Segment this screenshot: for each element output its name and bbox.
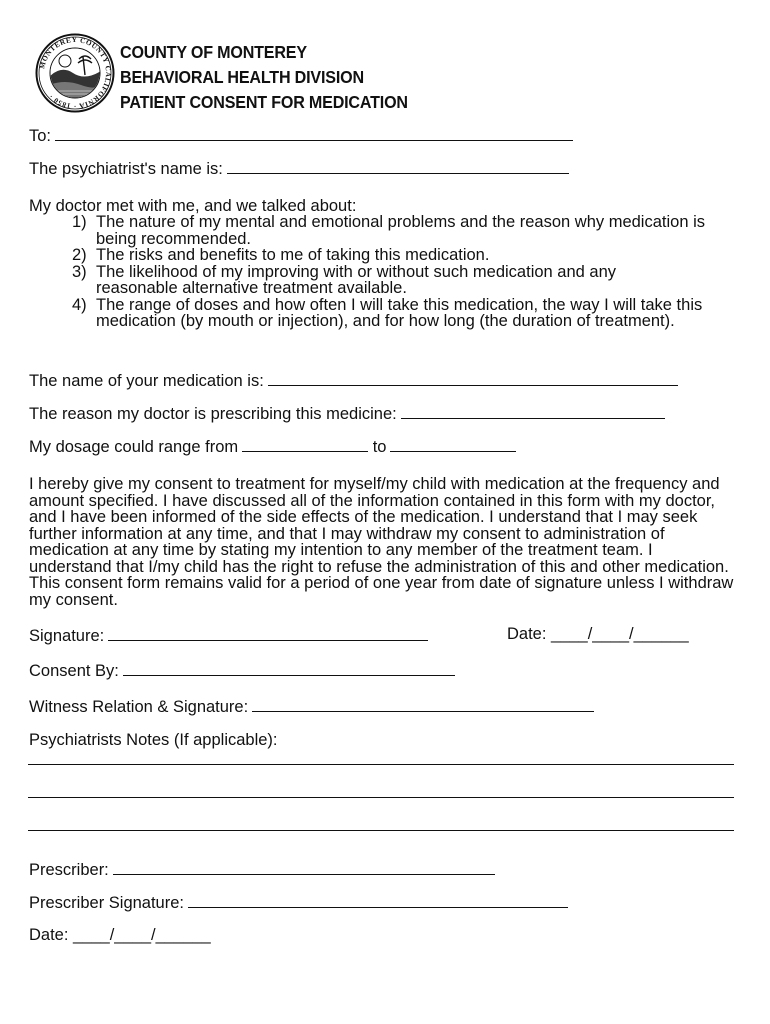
- header-form-title: PATIENT CONSENT FOR MEDICATION: [120, 92, 408, 112]
- witness-field[interactable]: [252, 697, 594, 712]
- discussed-intro: My doctor met with me, and we talked about:: [29, 197, 357, 215]
- prescriber-date-field[interactable]: Date: ____/____/______: [29, 926, 211, 944]
- psychiatrist-row: [29, 159, 569, 178]
- psychiatrist-label: The psychiatrist's name is:: [29, 160, 223, 178]
- consent-by-label: Consent By:: [29, 662, 119, 680]
- consent-by-field[interactable]: [123, 661, 455, 676]
- prescriber-row: [29, 860, 495, 879]
- county-seal-logo: [35, 33, 115, 113]
- signature-row: [29, 626, 428, 645]
- discussed-list: [72, 214, 736, 330]
- reason-field[interactable]: [401, 404, 665, 419]
- header-division: BEHAVIORAL HEALTH DIVISION: [120, 67, 364, 87]
- reason-label: The reason my doctor is prescribing this medicine:: [29, 405, 397, 423]
- to-label: To:: [29, 127, 52, 145]
- prescriber-field[interactable]: [113, 860, 495, 875]
- dosage-row: [29, 437, 516, 456]
- reason-row: [29, 404, 665, 423]
- consent-paragraph: I hereby give my consent to treatment for myself/my child with medication at the frequency and amount specified. I have discussed all of the information contained in this form with my doctor, and I have been informed of the side effects of the medication. I understand that I may seek further information at any time, and that I may withdraw my consent to administration of medication at any time by stating my intention to any member of the treatment team. I understand that I/my child has the right to refuse the administration of this and other medication. This consent form remains valid for a period of one year from date of signature unless I withdraw my consent.: [29, 475, 734, 609]
- witness-row: [29, 697, 594, 716]
- notes-line-2[interactable]: [28, 797, 734, 798]
- svg-text:MONTEREY COUNTY CALIFORNIA · 1: MONTEREY COUNTY CALIFORNIA · 1850 ·: [38, 35, 113, 111]
- prescriber-signature-field[interactable]: [188, 893, 568, 908]
- notes-label: Psychiatrists Notes (If applicable):: [29, 731, 278, 749]
- notes-line-3[interactable]: [28, 830, 734, 831]
- list-item: 3) The likelihood of my improving with or without such medication and any reasonable alternative treatment available.: [72, 262, 617, 297]
- to-row: [29, 126, 573, 145]
- signature-date-field[interactable]: Date: ____/____/______: [507, 625, 689, 643]
- notes-line-1[interactable]: [28, 764, 734, 765]
- medication-name-field[interactable]: [268, 371, 678, 386]
- signature-label: Signature:: [29, 627, 105, 645]
- consent-by-row: [29, 661, 455, 680]
- witness-label: Witness Relation & Signature:: [29, 698, 249, 716]
- signature-field[interactable]: [108, 626, 428, 641]
- prescriber-label: Prescriber:: [29, 861, 109, 879]
- prescriber-signature-row: [29, 893, 568, 912]
- list-item: 1) The nature of my mental and emotional problems and the reason why medication is being recommended.: [72, 213, 705, 248]
- dosage-max-field[interactable]: [390, 437, 516, 452]
- prescriber-signature-label: Prescriber Signature:: [29, 894, 184, 912]
- document-header: [120, 40, 408, 115]
- header-county: COUNTY OF MONTEREY: [120, 42, 307, 62]
- dosage-to-label: to: [372, 438, 387, 456]
- to-field[interactable]: [55, 126, 573, 141]
- list-item: 4) The range of doses and how often I will take this medication, the way I will take this medication (by mouth or injection), and for how long (the duration of treatment).: [72, 295, 703, 330]
- medication-label: The name of your medication is:: [29, 372, 264, 390]
- psychiatrist-name-field[interactable]: [227, 159, 569, 174]
- list-item: 2) The risks and benefits to me of taking this medication.: [72, 246, 490, 264]
- dosage-label: My dosage could range from: [29, 438, 239, 456]
- medication-row: [29, 371, 678, 390]
- dosage-min-field[interactable]: [242, 437, 368, 452]
